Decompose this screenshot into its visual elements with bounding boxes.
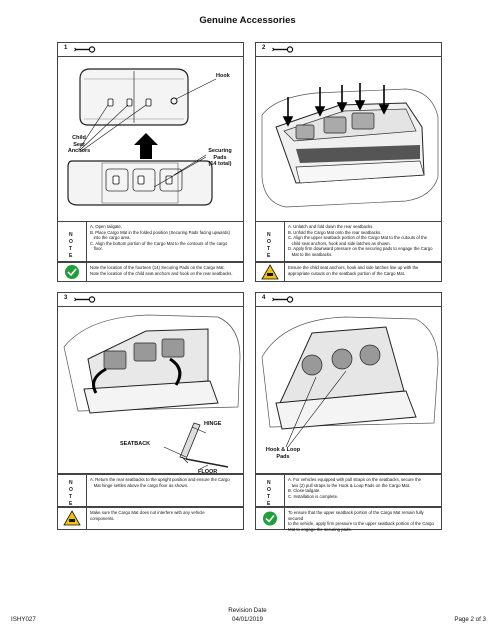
step-2-tip [255, 262, 442, 282]
page-title: Genuine Accessories [199, 15, 296, 26]
wrench-icon [74, 46, 96, 53]
note-text: A. Unlatch and fold down the rear seatbacks. B. Unfold the Cargo Mat onto the rear seatbacks. C. Align the upper seatback portion of the Cargo Mat to the cutouts of the child seat anchors, hook and side latches as shown. D. Apply firm downward pressure on the securing pads to engage the Cargo Mat to the seatbacks. [288, 224, 433, 257]
step-2-illustration [256, 57, 443, 223]
step-3-illustration [58, 307, 245, 475]
step-2-panel [255, 42, 442, 222]
step-1-note [57, 221, 244, 262]
note-label: N O T E [58, 222, 87, 261]
note-text: A. Return the rear seatbacks to the upright position and ensure the Cargo Mat hinge settles above the cargo floor as shown. [90, 477, 230, 488]
step-3-tip [57, 507, 244, 530]
wrench-icon [272, 296, 294, 303]
step-2-header [256, 43, 441, 57]
wrench-icon [74, 296, 96, 303]
tip-text: Make sure the Cargo Mat does not interfere with any vehicle components. [90, 510, 205, 521]
note-text: A. For vehicles equipped with pull straps on the seatbacks, secure the two (2) pull straps to the Hook & Loop Pads on the Cargo Mat. B. Close tailgate. C. Installation is complete. [288, 477, 422, 499]
step-3-note [57, 474, 244, 507]
hinge-label: HINGE [204, 421, 222, 427]
step-4-header [256, 293, 441, 307]
note-label: N O T E [256, 475, 285, 506]
step-number: 3 [64, 295, 68, 301]
step-number: 2 [262, 45, 266, 51]
step-4-panel [255, 292, 442, 474]
step-number: 1 [64, 45, 68, 51]
step-3-header [58, 293, 243, 307]
revision-date: 04/01/2019 [232, 616, 263, 623]
warning-icon [58, 508, 87, 529]
step-number: 4 [262, 295, 266, 301]
document-id: ISHY027 [11, 616, 36, 623]
step-2-note [255, 221, 442, 262]
tip-text: To ensure that the upper seatback portion of the Cargo Mat remain fully secured to the vehicle, apply firm pressure to the upper seatback portion of the Cargo Mat to engage the securing pads. [288, 510, 434, 532]
step-3-panel [57, 292, 244, 474]
revision-date-label: Revision Date [228, 607, 267, 614]
page-number: Page 2 of 3 [454, 616, 486, 623]
step-1-tip [57, 262, 244, 282]
floor-label: FLOOR [198, 469, 218, 475]
child-seat-anchors-label: Child Seat Anchors [67, 135, 91, 154]
note-label: N O T E [58, 475, 87, 506]
checkmark-icon [256, 508, 285, 529]
tip-text: Note the location of the fourteen (14) Securing Pads on the Cargo Mat. Note the location of the child seat anchors and hook on the rear seatbacks. [90, 265, 233, 276]
hook-label: Hook [216, 73, 230, 79]
checkmark-icon [58, 263, 87, 281]
hook-loop-pads-label: Hook & Loop Pads [265, 447, 301, 460]
step-4-tip [255, 507, 442, 530]
step-1-header [58, 43, 243, 57]
warning-icon [256, 263, 285, 281]
step-1-panel [57, 42, 244, 222]
step-4-note [255, 474, 442, 507]
note-text: A. Open tailgate. B. Place Cargo Mat in the folded position (Securing Pads facing upwards) into the cargo area. C. Align the bottom portion of the Cargo Mat to the contours of the cargo floor. [90, 224, 230, 252]
seatback-label: SEATBACK [120, 441, 151, 447]
tip-text: Ensure the child seat anchors, hook and side latches line up with the appropriate cutouts on the seatback portion of the Cargo Mat. [288, 265, 419, 276]
note-label: N O T E [256, 222, 285, 261]
securing-pads-label: Securing Pads (14 total) [208, 148, 232, 167]
wrench-icon [272, 46, 294, 53]
